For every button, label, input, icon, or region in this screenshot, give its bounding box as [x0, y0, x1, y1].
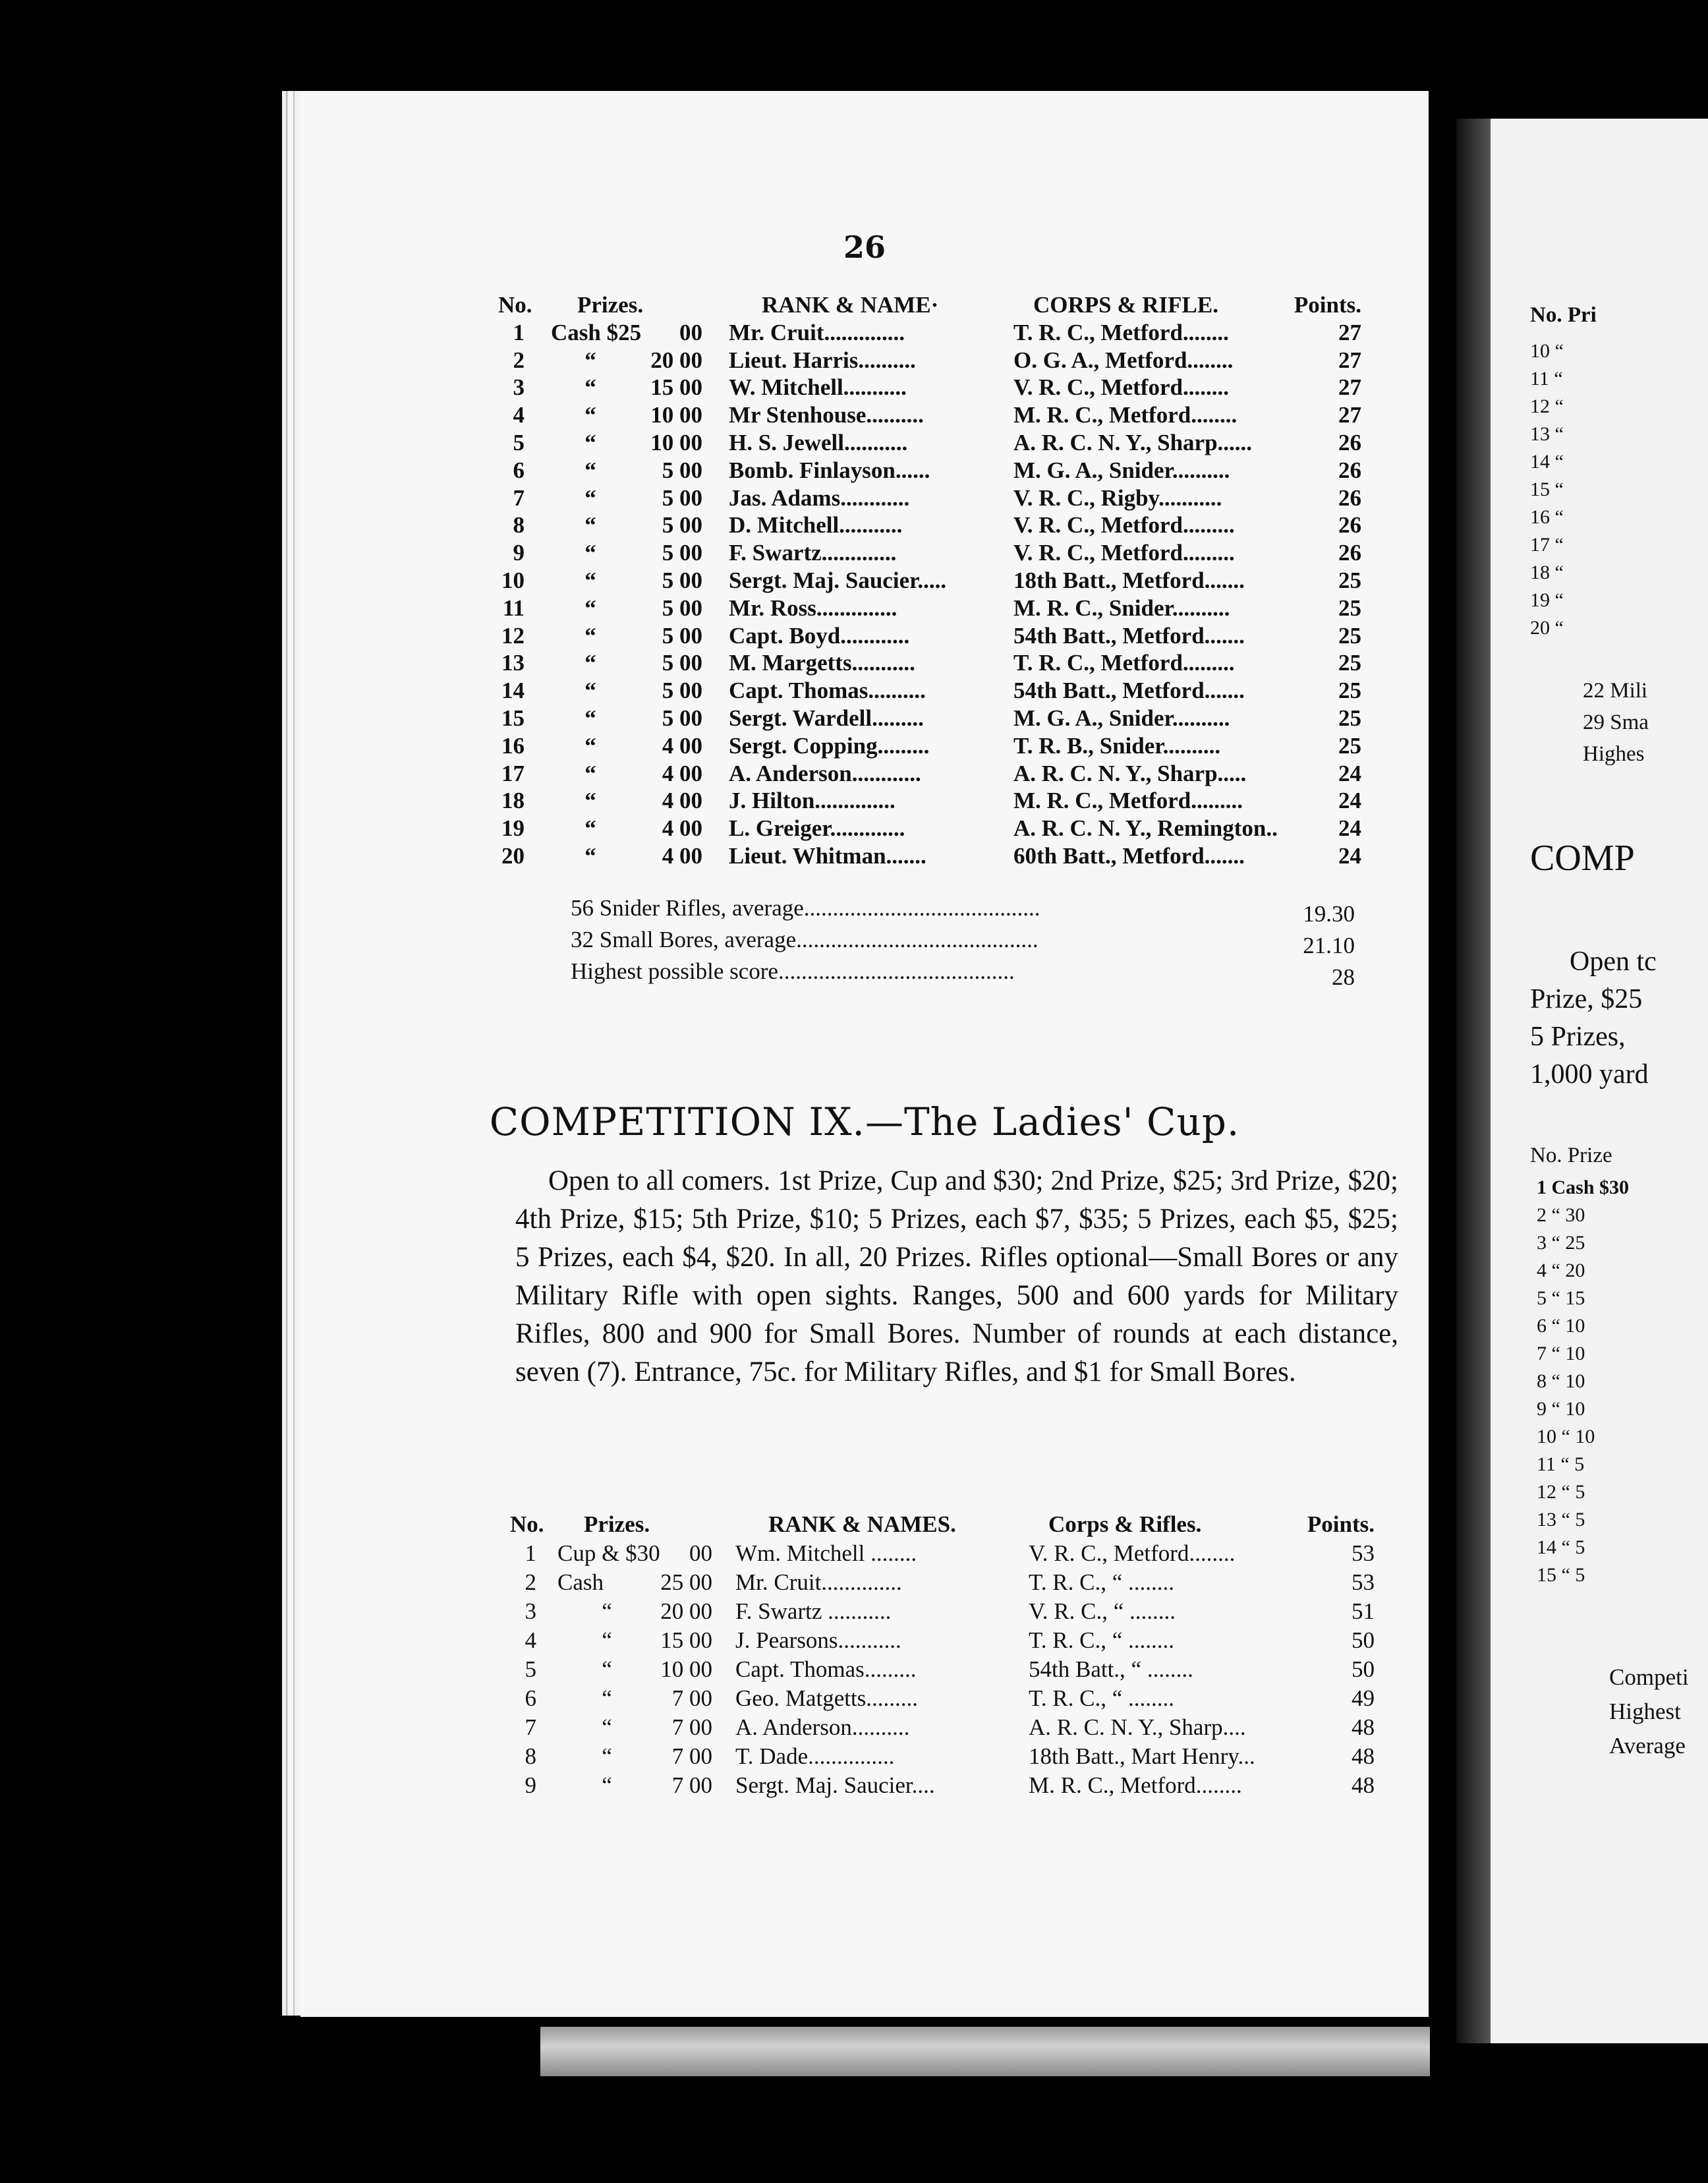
- corps-rifle: 54th Batt., “ ........: [1029, 1656, 1193, 1682]
- table2-header-prizes: Prizes.: [584, 1511, 650, 1537]
- row-number: 14: [501, 678, 525, 704]
- prize-kind: “: [584, 595, 596, 621]
- corps-rifle: 18th Batt., Metford.......: [1013, 568, 1245, 593]
- row-number: 13: [501, 650, 525, 676]
- row-number: 8: [513, 512, 525, 538]
- competitor-name: Sergt. Maj. Saucier.....: [729, 568, 947, 593]
- competitor-name: Mr Stenhouse..........: [729, 402, 924, 428]
- rp-body-line: Prize, $25: [1530, 984, 1643, 1014]
- prize-amount: 00: [689, 1540, 712, 1566]
- row-number: 17: [501, 760, 525, 786]
- points: 50: [1352, 1627, 1375, 1653]
- prize-kind: Cup & $30: [557, 1540, 660, 1566]
- rp-table1-header: No. Pri: [1530, 303, 1597, 327]
- row-prize: [551, 678, 702, 704]
- row-prize: [551, 485, 702, 511]
- row-prize: [551, 374, 702, 401]
- prize-amount: 5 00: [662, 705, 702, 731]
- prize-kind: Cash $25: [551, 319, 642, 345]
- rp-table2-row: 4 “ 20: [1537, 1260, 1585, 1281]
- competition-body-text: Open to all comers. 1st Prize, Cup and $30; 2nd Prize, $25; 3rd Prize, $20; 4th Prize, $15; 5th Prize, $10; 5 Prizes, each $7, $35; 5 Prizes, each $5, $25; 5 Prizes, each $4, $20. In all, 20 Prizes. Rifles optional—Small Bores or any Military Rifle with open sights. Ranges, 500 and 600 yards for Military Rifles, 800 and 900 for Small Bores. Number of rounds at each distance, seven (7). Entrance, 75c. for Military Rifles, and $1 for Small Bores.: [515, 1165, 1398, 1387]
- row-number: 10: [501, 568, 525, 593]
- rp-table2-row: 1 Cash $30: [1537, 1177, 1630, 1198]
- row-prize: [551, 623, 702, 649]
- corps-rifle: 18th Batt., Mart Henry...: [1029, 1743, 1255, 1769]
- points: 25: [1338, 568, 1361, 593]
- points: 26: [1338, 484, 1361, 511]
- row-number: 7: [525, 1714, 536, 1740]
- rp-footer-line: Competi: [1609, 1664, 1689, 1690]
- prize-amount: 7 00: [671, 1743, 712, 1769]
- row-prize: [551, 430, 702, 456]
- row-number: 16: [501, 732, 525, 759]
- rp-title: COMP: [1530, 838, 1635, 879]
- corps-rifle: T. R. C., “ ........: [1029, 1627, 1175, 1653]
- competitor-name: L. Greiger.............: [729, 815, 905, 842]
- row-number: 11: [502, 595, 525, 621]
- corps-rifle: 54th Batt., Metford.......: [1013, 622, 1245, 649]
- points: 25: [1338, 595, 1361, 621]
- rp-table1-row: 19 “: [1530, 589, 1564, 611]
- points: 27: [1338, 319, 1361, 345]
- points: 24: [1338, 843, 1361, 869]
- points: 53: [1352, 1569, 1375, 1595]
- rp-table1-row: 20 “: [1530, 617, 1564, 639]
- prize-amount: 00: [679, 319, 702, 345]
- table1-header-name: RANK & NAME·: [762, 292, 939, 318]
- corps-rifle: M. R. C., Metford........: [1029, 1772, 1242, 1798]
- row-number: 9: [513, 540, 525, 566]
- row-prize: [557, 1540, 712, 1567]
- rp-table1-row: 15 “: [1530, 479, 1564, 500]
- prize-amount: 7 00: [671, 1772, 712, 1798]
- points: 51: [1352, 1598, 1375, 1624]
- competitor-name: M. Margetts...........: [729, 650, 915, 676]
- row-number: 3: [513, 374, 525, 401]
- competitor-name: T. Dade...............: [735, 1743, 895, 1769]
- corps-rifle: A. R. C. N. Y., Sharp......: [1013, 430, 1253, 455]
- points: 27: [1338, 402, 1361, 428]
- points: 49: [1352, 1685, 1375, 1711]
- table1-header-no: No.: [498, 292, 532, 318]
- rp-table2-row: 15 “ 5: [1537, 1564, 1585, 1586]
- corps-rifle: M. G. A., Snider..........: [1013, 705, 1230, 731]
- rp-table2-row: 6 “ 10: [1537, 1315, 1585, 1337]
- right-page: [1491, 119, 1708, 2043]
- page-edges: [282, 91, 300, 2016]
- corps-rifle: 54th Batt., Metford.......: [1013, 678, 1245, 704]
- competitor-name: Capt. Thomas..........: [729, 678, 926, 704]
- corps-rifle: A. R. C. N. Y., Sharp.....: [1013, 760, 1247, 786]
- prize-kind: “: [602, 1743, 612, 1769]
- competition-description: [515, 1162, 1398, 1391]
- rp-footer-line: Average: [1609, 1733, 1686, 1759]
- row-prize: [551, 512, 702, 538]
- prize-amount: 5 00: [662, 595, 702, 621]
- row-number: 4: [525, 1627, 536, 1653]
- summary-label: 32 Small Bores, average..........................................: [571, 927, 1039, 952]
- corps-rifle: A. R. C. N. Y., Remington..: [1013, 815, 1278, 842]
- points: 27: [1338, 347, 1361, 373]
- rp-summary-line: 29 Sma: [1583, 711, 1649, 734]
- competitor-name: A. Anderson............: [729, 760, 921, 786]
- row-number: 2: [513, 347, 525, 373]
- competition-title: COMPETITION IX.—The Ladies' Cup.: [489, 1099, 1240, 1144]
- points: 50: [1352, 1656, 1375, 1682]
- prize-kind: “: [584, 430, 596, 455]
- competitor-name: Mr. Ross..............: [729, 595, 897, 621]
- row-prize: [551, 595, 702, 622]
- row-number: 6: [525, 1685, 536, 1711]
- rp-footer-line: Highest: [1609, 1699, 1681, 1724]
- row-prize: [557, 1772, 712, 1799]
- rp-summary-line: 22 Mili: [1583, 679, 1648, 703]
- corps-rifle: T. R. C., Metford........: [1013, 319, 1229, 345]
- prize-amount: 20 00: [650, 347, 702, 373]
- prize-amount: 5 00: [662, 540, 702, 566]
- prize-amount: 5 00: [662, 512, 702, 538]
- prize-amount: 4 00: [662, 843, 702, 869]
- row-prize: [551, 705, 702, 732]
- gutter-shadow: [1456, 119, 1491, 2043]
- row-number: 3: [525, 1598, 536, 1624]
- table1-header-prizes: Prizes.: [577, 292, 644, 318]
- row-prize: [551, 788, 702, 814]
- corps-rifle: T. R. B., Snider..........: [1013, 732, 1221, 759]
- rp-table2-row: 12 “ 5: [1537, 1481, 1585, 1503]
- row-number: 9: [525, 1772, 536, 1798]
- rp-table1-row: 14 “: [1530, 451, 1564, 473]
- competitor-name: Sergt. Copping.........: [729, 732, 930, 759]
- summary-label: 56 Snider Rifles, average.........................................: [571, 895, 1040, 921]
- points: 26: [1338, 457, 1361, 483]
- rp-table1-row: 17 “: [1530, 534, 1564, 556]
- row-prize: [551, 843, 702, 869]
- prize-kind: “: [584, 788, 596, 814]
- table1-header-corps: CORPS & RIFLE.: [1033, 292, 1218, 318]
- summary-value: 28: [1332, 964, 1355, 990]
- prize-kind: “: [584, 568, 596, 593]
- prize-amount: 10 00: [650, 402, 702, 428]
- points: 48: [1352, 1772, 1375, 1798]
- prize-amount: 5 00: [662, 568, 702, 593]
- summary-label: Highest possible score.........................................: [571, 958, 1015, 984]
- rp-table2-row: 5 “ 15: [1537, 1287, 1585, 1309]
- competitor-name: Sergt. Maj. Saucier....: [735, 1772, 935, 1798]
- prize-amount: 4 00: [662, 732, 702, 759]
- competitor-name: Capt. Thomas.........: [735, 1656, 917, 1682]
- row-prize: [557, 1569, 712, 1596]
- prize-kind: “: [584, 843, 596, 869]
- points: 25: [1338, 732, 1361, 759]
- row-prize: [557, 1627, 712, 1654]
- competitor-name: Mr. Cruit..............: [735, 1569, 902, 1595]
- points: 25: [1338, 622, 1361, 649]
- prize-amount: 25 00: [660, 1569, 712, 1595]
- prize-kind: “: [584, 732, 596, 759]
- prize-kind: “: [602, 1685, 612, 1711]
- table1-header-points: Points.: [1294, 292, 1361, 318]
- page-number: 26: [843, 229, 886, 265]
- row-prize: [551, 402, 702, 428]
- prize-amount: 20 00: [660, 1598, 712, 1624]
- row-number: 1: [525, 1540, 536, 1566]
- rp-table2-row: 7 “ 10: [1537, 1343, 1585, 1364]
- table2-header-corps: Corps & Rifles.: [1048, 1511, 1202, 1537]
- prize-amount: 15 00: [660, 1627, 712, 1653]
- left-page: [300, 91, 1429, 2017]
- rp-table1-row: 12 “: [1530, 395, 1564, 417]
- rp-table2-row: 11 “ 5: [1537, 1453, 1585, 1475]
- summary-line: [571, 958, 1355, 991]
- row-number: 6: [513, 457, 525, 483]
- corps-rifle: M. R. C., Metford........: [1013, 402, 1238, 428]
- competitor-name: Mr. Cruit..............: [729, 319, 905, 345]
- row-prize: [557, 1656, 712, 1683]
- prize-amount: 4 00: [662, 788, 702, 814]
- prize-kind: “: [584, 347, 596, 373]
- prize-amount: 5 00: [662, 650, 702, 676]
- rp-body-line: Open tc: [1570, 946, 1657, 977]
- prize-amount: 4 00: [662, 760, 702, 786]
- rp-table2-row: 2 “ 30: [1537, 1204, 1585, 1226]
- table2-header-points: Points.: [1307, 1511, 1375, 1537]
- rp-table2-row: 9 “ 10: [1537, 1398, 1585, 1420]
- prize-amount: 5 00: [662, 457, 702, 483]
- competitor-name: Wm. Mitchell ........: [735, 1540, 917, 1566]
- rp-table1-row: 18 “: [1530, 562, 1564, 583]
- prize-amount: 7 00: [671, 1685, 712, 1711]
- rp-table2-row: 14 “ 5: [1537, 1536, 1585, 1558]
- corps-rifle: 60th Batt., Metford.......: [1013, 843, 1245, 869]
- prize-amount: 5 00: [662, 678, 702, 704]
- rp-table1-row: 13 “: [1530, 423, 1564, 445]
- competitor-name: F. Swartz ...........: [735, 1598, 892, 1624]
- row-number: 7: [513, 484, 525, 511]
- corps-rifle: M. R. C., Snider..........: [1013, 595, 1230, 621]
- rp-table2-row: 13 “ 5: [1537, 1509, 1585, 1530]
- row-prize: [551, 761, 702, 787]
- row-number: 18: [501, 788, 525, 814]
- rp-table1-row: 11 “: [1530, 368, 1563, 390]
- prize-kind: “: [584, 650, 596, 676]
- rp-table2-row: 3 “ 25: [1537, 1232, 1585, 1254]
- prize-kind: “: [584, 374, 596, 401]
- row-prize: [551, 320, 702, 346]
- rp-table2-row: 8 “ 10: [1537, 1370, 1585, 1392]
- rp-summary-line: Highes: [1583, 742, 1645, 766]
- row-prize: [557, 1714, 712, 1741]
- prize-kind: Cash: [557, 1569, 604, 1595]
- row-number: 1: [513, 319, 525, 345]
- corps-rifle: V. R. C., Rigby...........: [1013, 484, 1222, 511]
- corps-rifle: M. G. A., Snider..........: [1013, 457, 1230, 483]
- prize-kind: “: [584, 760, 596, 786]
- row-number: 5: [525, 1656, 536, 1682]
- row-prize: [551, 457, 702, 484]
- points: 26: [1338, 512, 1361, 538]
- rp-table2-row: 10 “ 10: [1537, 1426, 1595, 1447]
- row-number: 12: [501, 622, 525, 649]
- row-prize: [551, 650, 702, 676]
- competitor-name: Jas. Adams............: [729, 484, 910, 511]
- summary-line: [571, 895, 1355, 927]
- competitor-name: Geo. Matgetts.........: [735, 1685, 919, 1711]
- prize-kind: “: [584, 484, 596, 511]
- corps-rifle: V. R. C., Metford........: [1029, 1540, 1236, 1566]
- points: 25: [1338, 650, 1361, 676]
- points: 24: [1338, 788, 1361, 814]
- corps-rifle: M. R. C., Metford.........: [1013, 788, 1243, 814]
- row-prize: [557, 1743, 712, 1770]
- prize-amount: 5 00: [662, 622, 702, 649]
- row-prize: [551, 347, 702, 374]
- table2-header-name: RANK & NAMES.: [768, 1511, 956, 1537]
- row-number: 5: [513, 430, 525, 455]
- row-prize: [557, 1598, 712, 1625]
- rp-body-line: 1,000 yard: [1530, 1059, 1649, 1090]
- prize-kind: “: [602, 1598, 612, 1624]
- rp-table1-row: 10 “: [1530, 340, 1564, 362]
- competitor-name: Sergt. Wardell.........: [729, 705, 924, 731]
- corps-rifle: V. R. C., Metford.........: [1013, 540, 1235, 566]
- prize-kind: “: [584, 540, 596, 566]
- row-number: 20: [501, 843, 525, 869]
- prize-kind: “: [584, 678, 596, 704]
- points: 25: [1338, 678, 1361, 704]
- corps-rifle: T. R. C., “ ........: [1029, 1569, 1175, 1595]
- row-prize: [551, 540, 702, 566]
- points: 24: [1338, 760, 1361, 786]
- row-prize: [551, 733, 702, 759]
- rp-table2-header: No. Prize: [1530, 1144, 1612, 1167]
- points: 48: [1352, 1714, 1375, 1740]
- prize-amount: 4 00: [662, 815, 702, 842]
- points: 25: [1338, 705, 1361, 731]
- prize-amount: 7 00: [671, 1714, 712, 1740]
- prize-kind: “: [584, 512, 596, 538]
- prize-kind: “: [584, 815, 596, 842]
- row-number: 4: [513, 402, 525, 428]
- prize-kind: “: [602, 1714, 612, 1740]
- table2-header-no: No.: [510, 1511, 544, 1537]
- prize-kind: “: [584, 622, 596, 649]
- corps-rifle: T. R. C., Metford.........: [1013, 650, 1235, 676]
- competitor-name: J. Pearsons...........: [735, 1627, 901, 1653]
- corps-rifle: O. G. A., Metford........: [1013, 347, 1234, 373]
- competitor-name: Lieut. Whitman.......: [729, 843, 926, 869]
- competitor-name: D. Mitchell...........: [729, 512, 903, 538]
- row-number: 15: [501, 705, 525, 731]
- points: 26: [1338, 540, 1361, 566]
- prize-amount: 10 00: [660, 1656, 712, 1682]
- summary-line: [571, 927, 1355, 959]
- row-prize: [551, 568, 702, 594]
- competitor-name: Bomb. Finlayson......: [729, 457, 930, 483]
- prize-kind: “: [584, 705, 596, 731]
- points: 26: [1338, 430, 1361, 455]
- points: 53: [1352, 1540, 1375, 1566]
- points: 48: [1352, 1743, 1375, 1769]
- row-prize: [551, 815, 702, 842]
- row-number: 2: [525, 1569, 536, 1595]
- corps-rifle: T. R. C., “ ........: [1029, 1685, 1175, 1711]
- points: 27: [1338, 374, 1361, 401]
- points: 24: [1338, 815, 1361, 842]
- corps-rifle: A. R. C. N. Y., Sharp....: [1029, 1714, 1246, 1740]
- competitor-name: F. Swartz.............: [729, 540, 897, 566]
- summary-value: 21.10: [1303, 933, 1355, 958]
- row-prize: [557, 1685, 712, 1712]
- prize-kind: “: [602, 1627, 612, 1653]
- summary-value: 19.30: [1303, 901, 1355, 927]
- row-number: 8: [525, 1743, 536, 1769]
- corps-rifle: V. R. C., Metford.........: [1013, 512, 1235, 538]
- competitor-name: W. Mitchell...........: [729, 374, 907, 401]
- prize-amount: 10 00: [650, 430, 702, 455]
- row-number: 19: [501, 815, 525, 842]
- prize-kind: “: [584, 402, 596, 428]
- competitor-name: H. S. Jewell...........: [729, 430, 908, 455]
- competitor-name: Capt. Boyd............: [729, 622, 910, 649]
- rp-table1-row: 16 “: [1530, 506, 1564, 528]
- scan-smudge: [540, 2027, 1430, 2076]
- prize-kind: “: [584, 457, 596, 483]
- competitor-name: J. Hilton..............: [729, 788, 896, 814]
- prize-amount: 5 00: [662, 484, 702, 511]
- competitor-name: A. Anderson..........: [735, 1714, 910, 1740]
- competitor-name: Lieut. Harris..........: [729, 347, 916, 373]
- corps-rifle: V. R. C., Metford........: [1013, 374, 1229, 401]
- prize-kind: “: [602, 1656, 612, 1682]
- rp-body-line: 5 Prizes,: [1530, 1022, 1626, 1052]
- corps-rifle: V. R. C., “ ........: [1029, 1598, 1176, 1624]
- prize-amount: 15 00: [650, 374, 702, 401]
- prize-kind: “: [602, 1772, 612, 1798]
